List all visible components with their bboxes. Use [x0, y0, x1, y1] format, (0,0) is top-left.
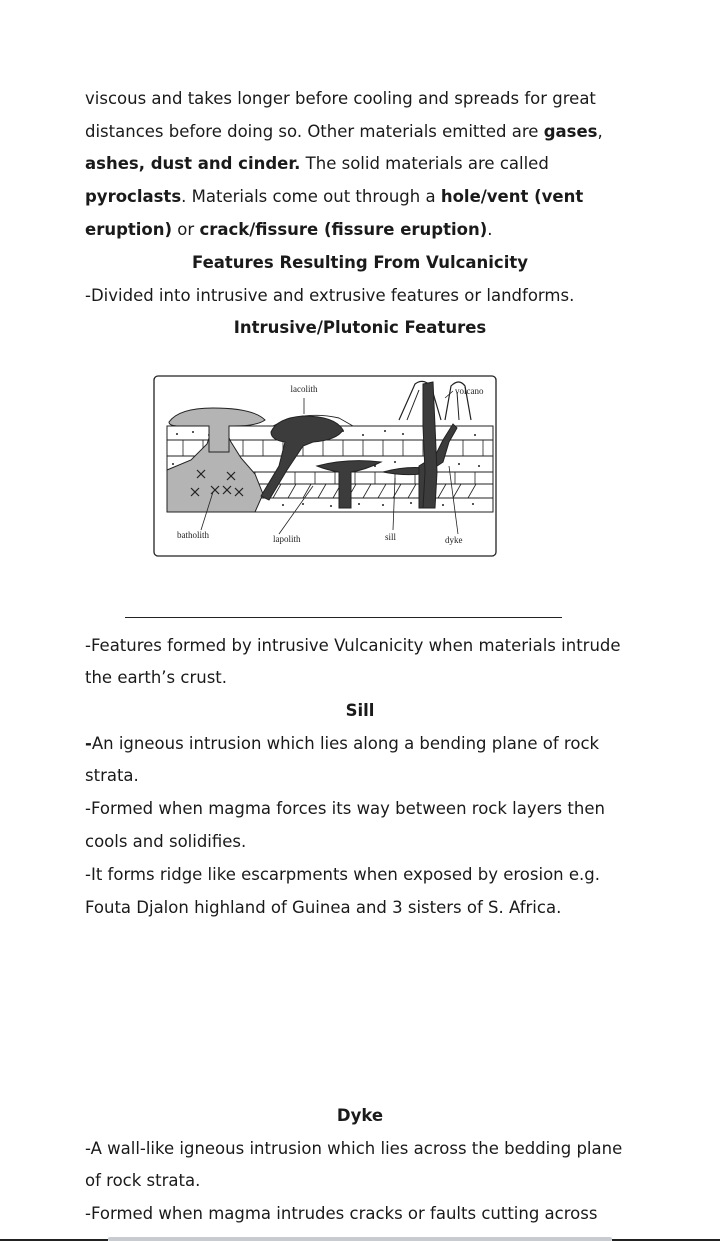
paragraph-line: the earth’s crust. [85, 668, 228, 687]
section-heading-sill: Sill [345, 701, 375, 720]
text-span: distances before doing so. Other materials emitted are [85, 122, 544, 141]
scroll-thumb[interactable] [108, 1237, 612, 1241]
text-span: , [597, 122, 603, 141]
paragraph-line [85, 734, 645, 754]
label-batholith: batholith [177, 530, 209, 540]
bottom-scroll-bar[interactable] [0, 1237, 720, 1241]
paragraph-line: -Divided into intrusive and extrusive features or landforms. [85, 286, 575, 305]
section-heading-dyke: Dyke [336, 1106, 384, 1125]
paragraph-line [85, 220, 645, 240]
paragraph-line: of rock strata. [85, 1171, 201, 1190]
bold-term: hole/vent (vent [440, 187, 584, 206]
paragraph-line: -It forms ridge like escarpments when exposed by erosion e.g. [85, 865, 600, 884]
label-dyke: dyke [445, 535, 463, 545]
text-span: or [172, 220, 200, 239]
bold-term: ashes, dust and cinder. [85, 154, 301, 173]
paragraph-line: -Formed when magma forces its way between rock layers then [85, 799, 605, 818]
divider-rule [125, 617, 562, 618]
paragraph-line [85, 187, 645, 207]
paragraph-line: -Features formed by intrusive Vulcanicity when materials intrude [85, 636, 621, 655]
paragraph-line [85, 122, 645, 142]
paragraph-line [85, 154, 645, 174]
paragraph-line: -Formed when magma intrudes cracks or faults cutting across [85, 1204, 598, 1223]
label-sill: sill [385, 532, 397, 542]
paragraph-line: viscous and takes longer before cooling and spreads for great [85, 89, 596, 108]
page-edge-left [0, 1239, 108, 1241]
paragraph-line: strata. [85, 766, 139, 785]
label-lapolith: lapolith [273, 534, 301, 544]
bold-term: gases [543, 122, 598, 141]
paragraph-line: cools and solidifies. [85, 832, 247, 851]
bold-term: crack/fissure (fissure eruption) [199, 220, 488, 239]
intrusive-features-diagram [153, 374, 497, 558]
paragraph-line: -A wall-like igneous intrusion which lies across the bedding plane [85, 1139, 623, 1158]
page-edge-right [612, 1239, 720, 1241]
section-heading-intrusive: Intrusive/Plutonic Features [233, 318, 487, 337]
text-span: An igneous intrusion which lies along a bending plane of rock [91, 734, 600, 753]
text-span: . Materials come out through a [181, 187, 441, 206]
text-span: The solid materials are called [300, 154, 549, 173]
bold-term: eruption) [85, 220, 173, 239]
label-volcano: volcano [455, 386, 484, 396]
label-lacolith: lacolith [290, 384, 318, 394]
text-span: . [487, 220, 493, 239]
paragraph-line: Fouta Djalon highland of Guinea and 3 sisters of S. Africa. [85, 898, 562, 917]
bold-dash: - [85, 734, 92, 753]
section-heading-features: Features Resulting From Vulcanicity [191, 253, 529, 272]
bold-term: pyroclasts [85, 187, 182, 206]
